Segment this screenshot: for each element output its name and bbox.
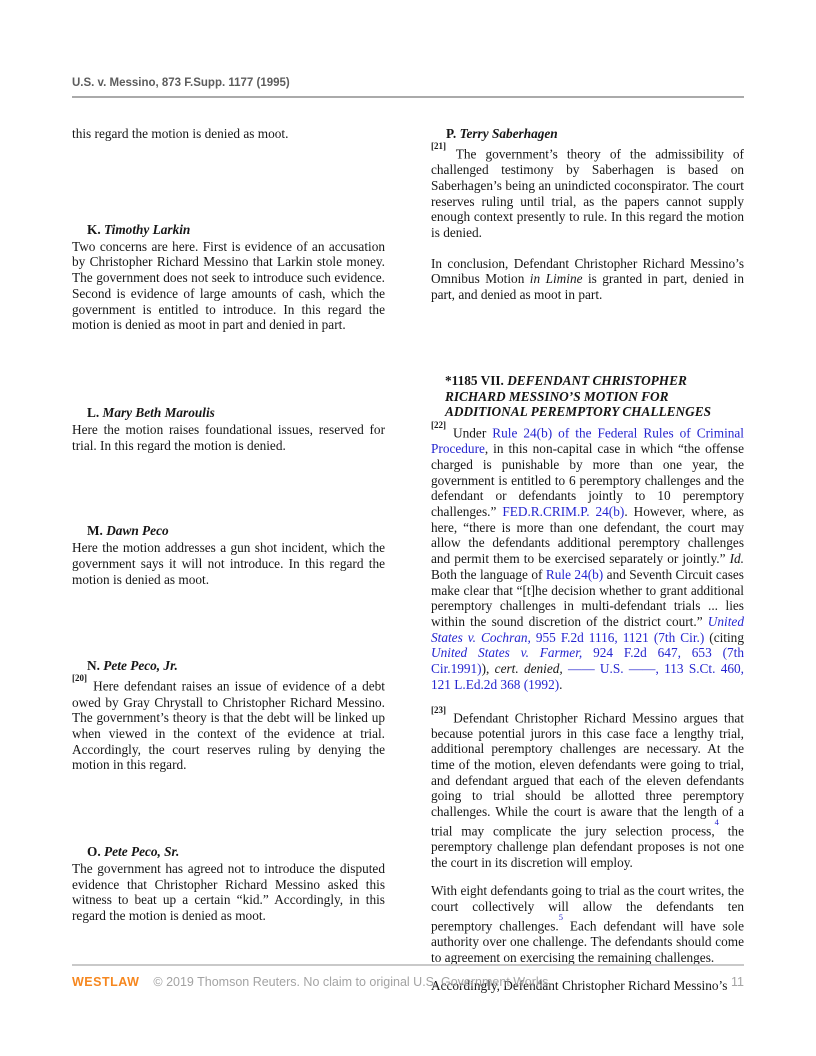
id-citation: Id.: [729, 551, 744, 567]
section-letter: N.: [87, 658, 100, 674]
section-name: Pete Peco, Jr.: [103, 658, 178, 674]
section-name: Dawn Peco: [106, 523, 169, 539]
paragraph-text: Each defendant will have sole authority over one challenge. The defendants should come to agreement on exercising the remaining challenges.: [431, 918, 744, 965]
paragraph-22: [431, 422, 744, 692]
link-cert-denied-citation[interactable]: —— U.S. ——, 113 S.Ct. 460, 121 L.Ed.2d 368 (1992): [431, 661, 745, 692]
case-citation: U.S. v. Messino, 873 F.Supp. 1177 (1995): [72, 77, 290, 89]
link-farmer-citation[interactable]: 924 F.2d 647, 653 (7th Cir.1991): [431, 645, 744, 677]
paragraph-text: Under: [453, 425, 493, 441]
paragraph-challenges: [431, 883, 744, 965]
link-rule-24b[interactable]: Rule 24(b): [545, 566, 604, 582]
section-heading-o: [72, 844, 385, 860]
paragraph-text: . However, where, as here, “there is more than one defendant, the court may allow the defendants additional peremptory challenges and permit them to be exercised separately or jointly.”: [431, 504, 744, 567]
section-heading-p: [431, 126, 744, 142]
section-name: Timothy Larkin: [104, 221, 191, 237]
last-line-paragraph: Accordingly, Defendant Christopher Richard Messino’s: [431, 978, 728, 994]
section-n-paragraph: [72, 675, 385, 773]
paragraph-number-21: [21]: [431, 141, 446, 151]
section-p-paragraph: [431, 143, 744, 241]
section-vii-title: DEFENDANT CHRISTOPHER RICHARD MESSINO’S MOTION FOR ADDITIONAL PEREMPTORY CHALLENGES: [445, 372, 711, 420]
in-limine-italic: in Limine: [529, 271, 583, 287]
continuation-paragraph: this regard the motion is denied as moot.: [72, 126, 289, 141]
paragraph-text: With eight defendants going to trial as the court writes, the court collectively will allow the defendants ten peremptory challenges.: [431, 883, 744, 934]
footnote-5-link[interactable]: 5: [558, 911, 563, 922]
westlaw-logo: WESTLAW: [72, 975, 140, 989]
section-l-paragraph: Here the motion raises foundational issues, reserved for trial. In this regard the motion is denied.: [72, 421, 385, 453]
paragraph-number-22: [22]: [431, 420, 446, 431]
star-page-number: *1185 VII.: [445, 372, 508, 388]
page-header: [72, 73, 744, 98]
page-footer: [72, 964, 744, 989]
paragraph-text: , in this non-capital case in which “the offense charged is punishable by more than one year, the government is entitled to 6 peremptory challenges and the defendant or defendants jointly to 10 peremptory challenges.”: [431, 441, 744, 520]
paragraph-text: (citing: [704, 629, 744, 645]
paragraph-text: ),: [481, 661, 495, 677]
link-cochran-citation[interactable]: 955 F.2d 1116, 1121 (7th Cir.): [530, 629, 705, 645]
paragraph-text: Both the language of: [431, 566, 546, 582]
paragraph-number-23: [23]: [431, 704, 446, 715]
section-letter: O.: [87, 844, 101, 860]
section-name: Pete Peco, Sr.: [104, 844, 180, 860]
link-farmer-case-name[interactable]: United States v. Farmer,: [431, 645, 583, 661]
link-rule-24b-federal-rules[interactable]: Rule 24(b) of the Federal Rules of Criminal Procedure: [431, 425, 745, 457]
section-letter: P.: [446, 126, 457, 141]
paragraph-text: In conclusion, Defendant Christopher Richard Messino’s Omnibus Motion: [431, 255, 744, 287]
conclusion-paragraph: [431, 256, 744, 303]
paragraph-text: Defendant Christopher Richard Messino argues that because potential jurors in this case face a lengthy trial, additional peremptory challenges are necessary. At the time of the motion, eleven defendants were going to trial, and defendant argued that each of the eleven defendants going to trial should be allotted three peremptory challenges. While the court is aware that the length of a trial may complicate the jury selection process,: [431, 709, 744, 839]
section-m-paragraph: Here the motion addresses a gun shot incident, which the government says it will not introduce. In this regard the motion is denied as moot.: [72, 540, 385, 587]
section-name: Terry Saberhagen: [459, 126, 558, 141]
paragraph-text: The government’s theory of the admissibility of challenged testimony by Saberhagen is based on Saberhagen’s being an unindicted coconspirator. The court reserves ruling until trial, as the papers cannot supply enough context presently to rule. In this regard the motion is denied.: [431, 146, 744, 240]
section-heading-m: [72, 523, 385, 539]
paragraph-number-20: [20]: [72, 673, 87, 684]
copyright-notice: © 2019 Thomson Reuters. No claim to original U.S. Government Works.: [153, 975, 552, 989]
paragraph-text: is granted in part, denied in part, and denied as moot in part.: [431, 271, 744, 303]
left-column: [72, 121, 385, 924]
right-column: [431, 121, 744, 994]
paragraph-text: .: [559, 676, 563, 692]
link-cochran-case-name[interactable]: United States v. Cochran,: [431, 614, 744, 645]
footnote-4-link[interactable]: 4: [714, 816, 719, 827]
paragraph-text: the peremptory challenge plan defendant proposes is not one the court in its discretion will employ.: [431, 823, 744, 870]
section-letter: M.: [87, 523, 103, 539]
section-heading-n: [72, 658, 385, 674]
paragraph-text: Here defendant raises an issue of evidence of a debt owed by Gray Chrystall to Christopher Richard Messino. The government’s theory is that the debt will be linked up when viewed in the context of the evidence at trial. Accordingly, the court reserves ruling by denying the motion in this regard.: [72, 678, 385, 773]
section-letter: K.: [87, 221, 101, 237]
section-vii-heading: [431, 373, 744, 420]
section-heading-l: [72, 405, 385, 421]
section-letter: L.: [87, 404, 100, 420]
paragraph-23: [431, 704, 744, 871]
cert-denied-italic: cert. denied,: [494, 661, 563, 677]
section-name: Mary Beth Maroulis: [102, 404, 215, 420]
section-k-paragraph: Two concerns are here. First is evidence of an accusation by Christopher Richard Messino that Larkin stole money. The government does not seek to introduce such evidence. Second is evidence of large amounts of cash, which the government is entitled to introduce. In this regard the motion is denied as moot in part and denied in part.: [72, 238, 385, 333]
paragraph-text: and Seventh Circuit cases make clear that “[t]he decision whether to grant additional peremptory challenges in multi-defendant trials ... lies within the sound discretion of the district court.”: [431, 566, 744, 629]
page-number: 11: [731, 975, 744, 989]
link-fed-r-crim-p-24b[interactable]: FED.R.CRIM.P. 24(b): [502, 504, 625, 520]
section-o-paragraph: The government has agreed not to introduce the disputed evidence that Christopher Richard Messino asked this witness to beat up a certain “kid.” Accordingly, in this regard the motion is denied as moot.: [72, 861, 385, 924]
section-heading-k: [72, 222, 385, 238]
